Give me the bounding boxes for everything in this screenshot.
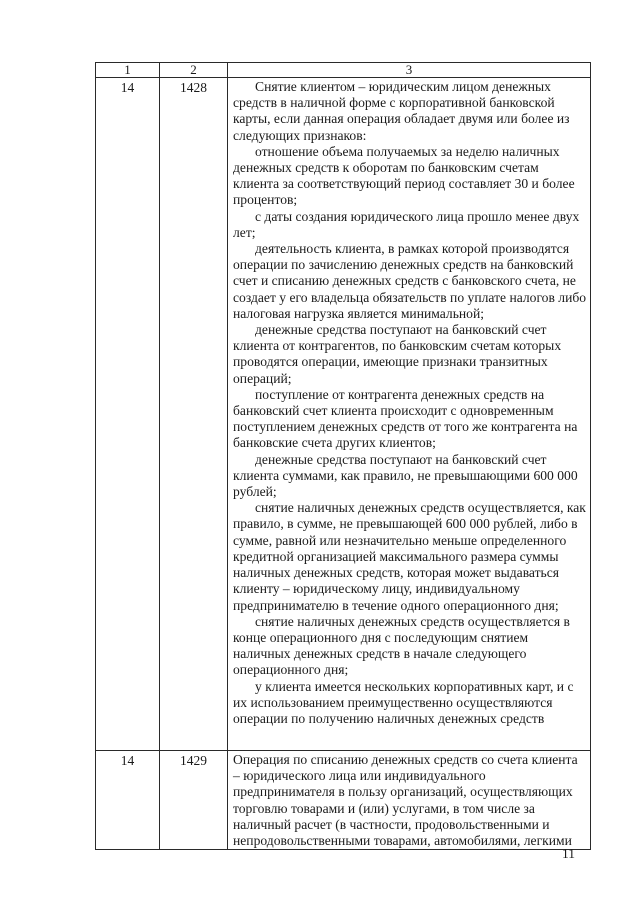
row-description	[228, 751, 591, 850]
description-paragraph: у клиента имеется нескольких корпоративных карт, и с их использованием преимущественно осуществляются операции по получению наличных денежных средств	[233, 678, 574, 726]
table-row	[96, 78, 591, 751]
row-section-number: 14	[96, 78, 160, 751]
description-paragraph: денежные средства поступают на банковский счет клиента суммами, как правило, не превышающими 600 000 рублей;	[233, 451, 578, 500]
description-paragraph: деятельность клиента, в рамках которой производятся операции по зачислению денежных средств на банковский счет и списанию денежных средств с банковского счета, не создает у его владельца обязательств по уплате налогов либо налоговая нагрузка является минимальной;	[233, 241, 587, 321]
description-paragraph: Снятие клиентом – юридическим лицом денежных средств в наличной форме с корпоративной банковской карты, если данная операция обладает двумя или более из следующих признаков:	[233, 79, 570, 143]
description-paragraph: Операция по списанию денежных средств со счета клиента – юридического лица или индивидуального предпринимателя в пользу организаций, осуществляющих торговлю товарами и (или) услугами, в том числе за наличный расчет (в частности, продовольственными и непродовольственными товарами, автомобилями, легкими	[233, 752, 578, 849]
description-paragraph: снятие наличных денежных средств осуществляется, как правило, в сумме, не превышающей 600 000 рублей, либо в сумме, равной или незначительно меньше определенного кредитной организацией максимального размера суммы наличных денежных средств, которая может выдаваться клиенту – юридическому лицу, индивидуальному предпринимателю в течение одного операционного дня;	[233, 500, 586, 613]
row-description	[228, 78, 591, 751]
table-row	[96, 751, 591, 850]
header-col-2: 2	[160, 63, 228, 78]
description-paragraph: снятие наличных денежных средств осуществляется в конце операционного дня с последующим снятием наличных денежных средств в начале следующего операционного дня;	[233, 613, 570, 678]
row-code: 1428	[160, 78, 228, 751]
description-paragraph: отношение объема получаемых за неделю наличных денежных средств к оборотам по банковским счетам клиента за соответствующий период составляет 30 и более процентов;	[233, 143, 575, 208]
page-number: 11	[562, 846, 575, 861]
table-header-row	[96, 63, 591, 78]
description-paragraph: поступление от контрагента денежных средств на банковский счет клиента происходит с одновременным поступлением денежных средств от того же контрагента на банковские счета других клиентов;	[233, 386, 578, 451]
indicator-table	[95, 62, 591, 850]
description-paragraph: с даты создания юридического лица прошло менее двух лет;	[233, 208, 580, 240]
row-section-number: 14	[96, 751, 160, 850]
header-col-3: 3	[228, 63, 591, 78]
row-code: 1429	[160, 751, 228, 850]
header-col-1: 1	[96, 63, 160, 78]
description-paragraph: денежные средства поступают на банковский счет клиента от контрагентов, по банковским счетам которых проводятся операции, имеющие признаки транзитных операций;	[233, 322, 562, 386]
